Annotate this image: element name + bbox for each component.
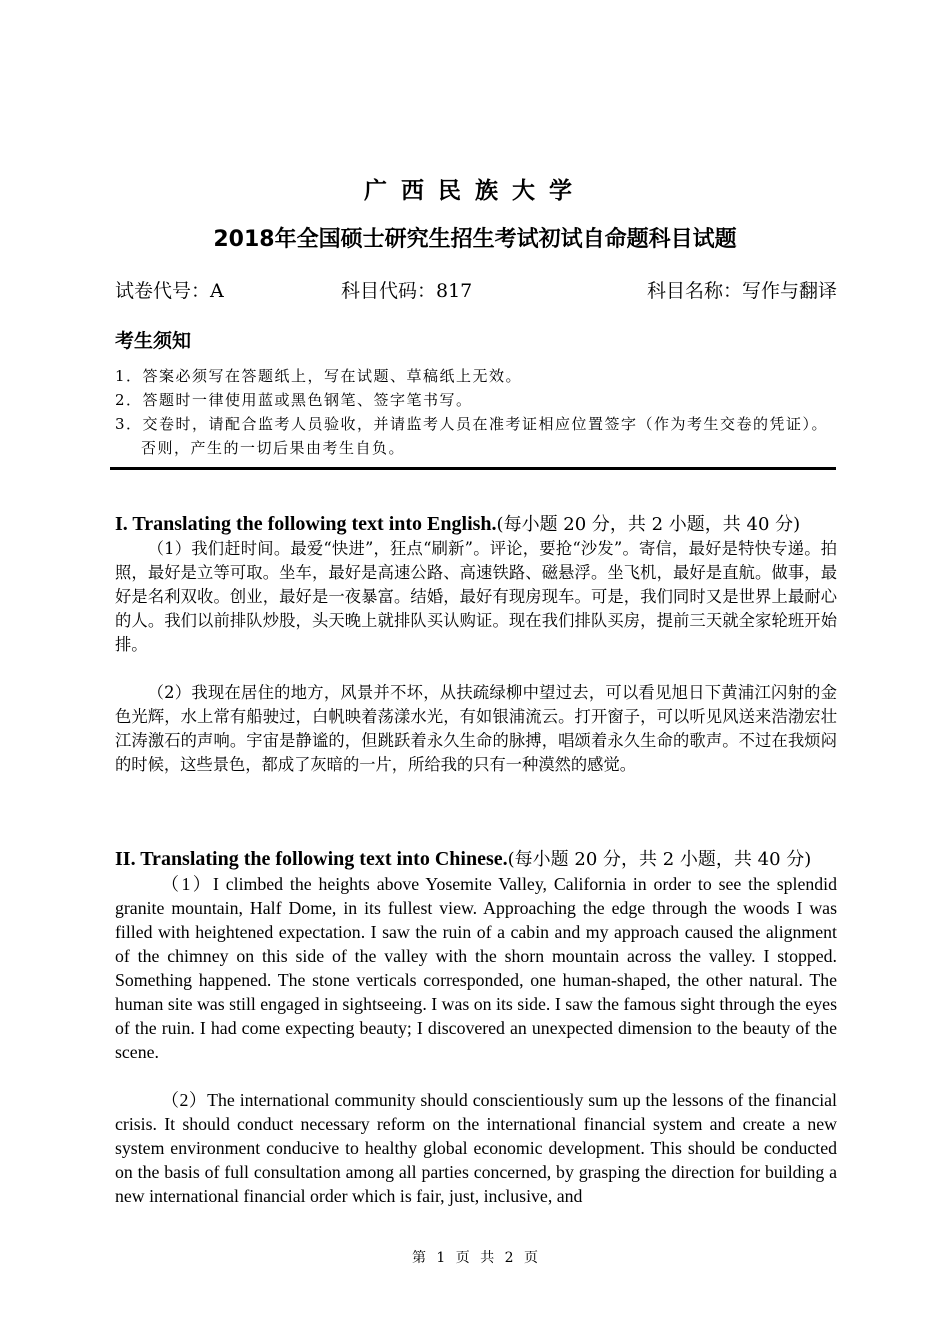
section-2-heading-cn: (每小题 20 分，共 2 小题，共 40 分) — [507, 849, 812, 870]
section-2-passage-1: （1）I climbed the heights above Yosemite Valley, California in order to see the splendid granite mountain, Half Dome, in its fullest view. Approaching the edge through the woods I was filled with heightened expectation. I saw the ruin of a cabin and my approach caused the alignment of the chimney on this side of the valley with the shorn mountain across the valley. I stopped. Something happened. The stone verticals corresponded, one human-shaped, the other natural. The human site was still engaged in sightseeing. I was on its side. I saw the famous sight through the eyes of the ruin. I had come expecting beauty; I discovered an unexpected dimension to the beauty of the scene. — [115, 874, 837, 1062]
section-2-heading — [115, 847, 837, 872]
section-2-passage-2: （2）The international community should conscientiously sum up the lessons of the financial crisis. It should conduct necessary reform on the international financial system and create a new system environment conducive to healthy global economic development. This should be conducted on the basis of full consultation among all parties concerned, by grasping the direction for building a new international financial order which is fair, just, inclusive, and — [115, 1090, 837, 1206]
page-footer: 第 1 页 共 2 页 — [411, 1250, 539, 1266]
section-1-heading-en: I. Translating the following text into English. — [115, 513, 497, 535]
subject-name: 科目名称：写作与翻译 — [646, 280, 837, 302]
section-1-heading-cn: (每小题 20 分，共 2 小题，共 40 分) — [496, 514, 801, 535]
exam-title: 2018年全国硕士研究生招生考试初试自命题科目试题 — [213, 227, 737, 252]
section-2-heading-en: II. Translating the following text into Chinese. — [115, 848, 508, 870]
paper-code: 试卷代号：A — [115, 280, 224, 302]
section-1-passage-2: （2）我现在居住的地方，风景并不坏，从扶疏绿柳中望过去，可以看见旭日下黄浦江闪射的金色光辉，水上常有船驶过，白帆映着荡漾水光，有如银浦流云。打开窗子，可以听见风送来浩渤宏壮江涛激石的声响。宇宙是静谧的，但跳跃着永久生命的脉搏，唱颂着永久生命的歌声。不过在我烦闷的时候，这些景色，都成了灰暗的一片，所给我的只有一种漠然的感觉。 — [115, 683, 837, 774]
university-name: 广西民族大学 — [364, 178, 586, 204]
section-1-passage-1: （1）我们赶时间。最爱“快进”，狂点“刷新”。评论，要抢“沙发”。寄信，最好是特快专递。拍照，最好是立等可取。坐车，最好是高速公路、高速铁路、磁悬浮。坐飞机，最好是直航。做事，最好是名利双收。创业，最好是一夜暴富。结婚，最好有现房现车。可是，我们同时又是世界上最耐心的人。我们以前排队炒股，头天晚上就排队买认购证。现在我们排队买房，提前三天就全家轮班开始排。 — [115, 539, 837, 654]
notice-list — [115, 364, 837, 460]
subject-code: 科目代码：817 — [341, 280, 473, 302]
notice-item: 1．答案必须写在答题纸上，写在试题、草稿纸上无效。 — [115, 367, 523, 385]
notice-item: 2．答题时一律使用蓝或黑色钢笔、签字笔书写。 — [115, 391, 473, 409]
section-1-heading — [115, 512, 837, 537]
notice-title: 考生须知 — [115, 330, 192, 352]
section-1 — [115, 512, 837, 777]
divider-line — [110, 467, 836, 470]
notice-item: 3．交卷时，请配合监考人员验收，并请监考人员在准考证相应位置签字（作为考生交卷的凭证）。否则，产生的一切后果由考生自负。 — [115, 415, 829, 457]
section-2 — [115, 847, 837, 1208]
